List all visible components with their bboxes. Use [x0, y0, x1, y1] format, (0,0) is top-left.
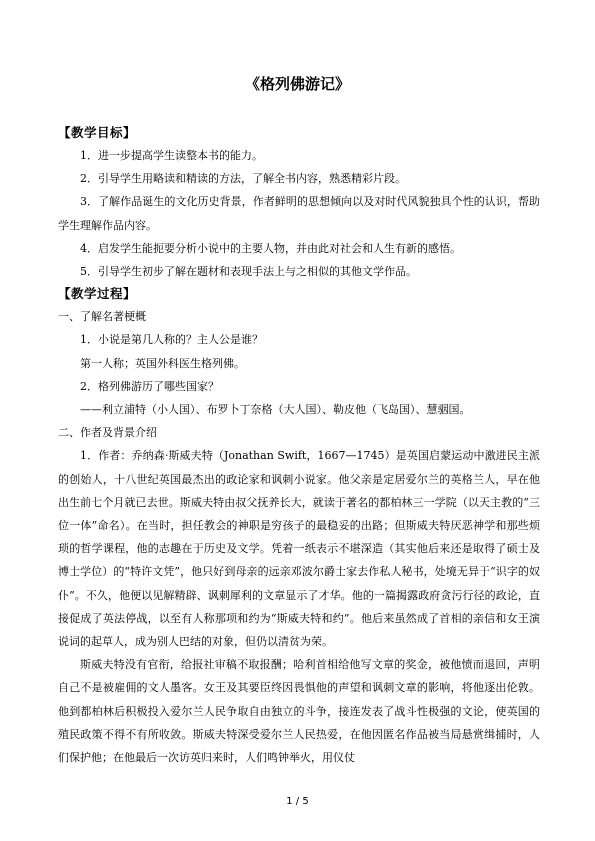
document-body [58, 122, 540, 769]
section-2-title: 二、作者及背景介绍 [58, 426, 157, 440]
question-2: 2．格列佛游历了哪些国家？ [80, 379, 219, 393]
document-title: 《格列佛游记》 [244, 75, 350, 93]
teaching-process-heading: 【教学过程】 [58, 286, 137, 302]
teaching-goals-heading: 【教学目标】 [58, 125, 137, 140]
goal-item-2: 2．引导学生用略读和精读的方法，了解全书内容，熟悉精彩片段。 [80, 172, 406, 186]
goal-item-1: 1．进一步提高学生读整本书的能力。 [80, 149, 263, 162]
goal-item-5: 5．引导学生初步了解在题材和表现手法上与之相似的其他文学作品。 [80, 265, 417, 279]
answer-1: 第一人称；英国外科医生格列佛。 [80, 356, 245, 370]
goal-item-3: 3．了解作品诞生的文化历史背景，作者鲜明的思想倾向以及对时代风貌独具个性的认识，帮助学生理解作品内容。 [58, 195, 540, 232]
goal-item-4: 4．启发学生能扼要分析小说中的主要人物，并由此对社会和人生有新的感悟。 [80, 241, 461, 255]
author-paragraph-1: 1．作者：乔纳森·斯威夫特（Jonathan Swift，1667—1745）是英国启蒙运动中激进民主派的创始人，十八世纪英国最杰出的政论家和讽刺小说家。他父亲是定居爱尔兰的英格兰人，早在他出生前七个月就已去世。斯威夫特由叔父抚养长大，就读于著名的都柏林三一学院（以天主教的“三位一体”命名）。在当时，担任教会的神职是穷孩子的最稳妥的出路；但斯威夫特厌恶神学和那些烦琐的哲学课程，他的志趣在于历史及文学。凭着一纸表示不堪深造（其实他后来还是取得了硕士及博士学位）的“特许文凭”，他只好到母亲的远亲邓波尔爵士家去作私人秘书，处境无异于“识字的奴仆”。不久，他便以见解精辟、讽刺犀利的文章显示了才华。他的一篇揭露政府贪污行径的政论，直接促成了英法停战，以至有人称那项和约为“斯威夫特和约”。他后来虽然成了首相的亲信和女王演说词的起草人，成为别人巴结的对象，但仍以清贫为荣。 [58, 449, 540, 649]
answer-2: ——利立浦特（小人国）、布罗卜丁奈格（大人国）、勒皮他（飞岛国）、慧骃国。 [80, 403, 471, 417]
author-paragraph-2: 斯威夫特没有官衔，给报社审稿不取报酬；哈利首相给他写文章的奖金，被他愤而退回，声明自己不是被雇佣的文人墨客。女王及其要臣终因畏惧他的声望和讽刺文章的影响，将他逐出伦敦。他到都柏林后积极投入爱尔兰人民争取自由独立的斗争，接连发表了战斗性极强的文论，使英国的殖民政策不得不有所收敛。斯威夫特深受爱尔兰人民热爱，在他因匿名作品被当局悬赏缉捕时，人们保护他；在他最后一次访英归来时，人们鸣钟举火，用仪仗 [58, 658, 540, 765]
section-1-title: 一、了解名著梗概 [58, 310, 146, 324]
page-number: 1 / 5 [286, 796, 309, 807]
question-1: 1．小说是第几人称的？主人公是谁？ [80, 333, 263, 347]
